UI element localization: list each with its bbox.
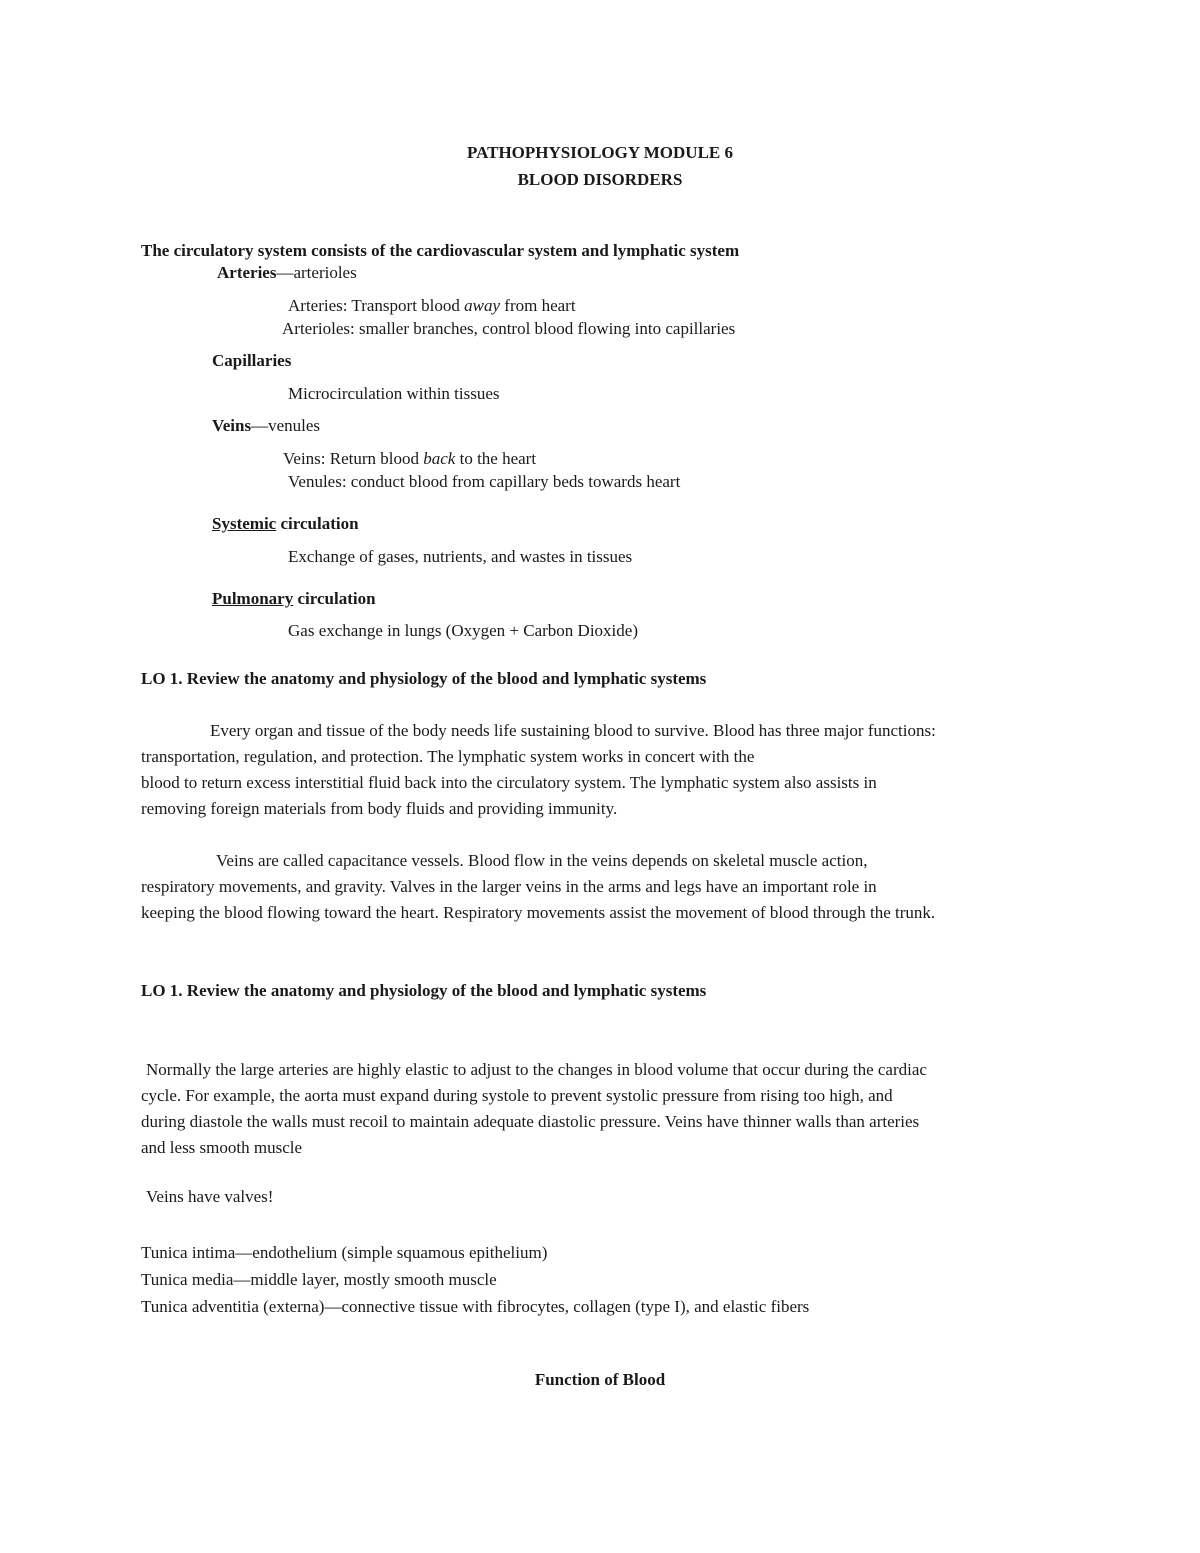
paragraph-line: blood to return excess interstitial fluid back into the circulatory system. The lymphatic system also assists in — [141, 773, 877, 792]
lo1-second-paragraph-1 — [141, 1057, 1071, 1161]
arterioles-desc: Arterioles: smaller branches, control blood flowing into capillaries — [282, 319, 736, 338]
tunica-adventitia-item: Tunica adventitia (externa)—connective tissue with fibrocytes, collagen (type I), and elastic fibers — [141, 1297, 810, 1316]
lo1-first-paragraph-2 — [141, 848, 1071, 926]
lo1-heading-second: LO 1. Review the anatomy and physiology of the blood and lymphatic systems — [141, 981, 707, 1000]
veins-desc-post: to the heart — [455, 449, 537, 468]
pulmonary-label-rest: circulation — [293, 589, 376, 608]
veins-suffix: —venules — [251, 416, 320, 435]
circulatory-heading: The circulatory system consists of the cardiovascular system and lymphatic system — [141, 241, 740, 260]
page-title: PATHOPHYSIOLOGY MODULE 6 — [466, 143, 734, 162]
paragraph-line: keeping the blood flowing toward the heart. Respiratory movements assist the movement of blood through the trunk. — [141, 903, 936, 922]
capillaries-label: Capillaries — [212, 351, 292, 370]
arteries-desc-emphasis: away — [464, 296, 501, 315]
paragraph-line: Veins are called capacitance vessels. Blood flow in the veins depends on skeletal muscle action, — [216, 851, 868, 870]
veins-label: Veins — [212, 416, 252, 435]
systemic-desc: Exchange of gases, nutrients, and wastes in tissues — [288, 547, 633, 566]
paragraph-line: Every organ and tissue of the body needs life sustaining blood to survive. Blood has three major functions: — [210, 721, 936, 740]
arteries-label-line — [217, 263, 357, 283]
paragraph-line: Normally the large arteries are highly elastic to adjust to the changes in blood volume that occur during the cardiac — [146, 1060, 927, 1079]
arteries-desc — [288, 296, 576, 316]
venules-desc: Venules: conduct blood from capillary beds towards heart — [288, 472, 681, 491]
page-subtitle: BLOOD DISORDERS — [517, 170, 683, 189]
veins-desc — [283, 449, 536, 469]
systemic-label — [212, 514, 359, 534]
arteries-desc-post: from heart — [500, 296, 576, 315]
paragraph-line: cycle. For example, the aorta must expand during systole to prevent systolic pressure from rising too high, and — [141, 1086, 893, 1105]
pulmonary-label-underlined: Pulmonary — [212, 589, 294, 608]
veins-desc-emphasis: back — [423, 449, 456, 468]
lo1-heading-first: LO 1. Review the anatomy and physiology of the blood and lymphatic systems — [141, 669, 707, 688]
veins-have-valves: Veins have valves! — [146, 1187, 274, 1206]
tunica-layers-list — [141, 1239, 1071, 1320]
veins-desc-pre: Veins: Return blood — [283, 449, 424, 468]
arteries-desc-pre: Arteries: Transport blood — [288, 296, 465, 315]
paragraph-line: and less smooth muscle — [141, 1138, 303, 1157]
lo1-first-paragraph-1 — [141, 718, 1071, 822]
tunica-intima-item: Tunica intima—endothelium (simple squamous epithelium) — [141, 1243, 548, 1262]
pulmonary-desc: Gas exchange in lungs (Oxygen + Carbon Dioxide) — [288, 621, 638, 640]
veins-label-line — [212, 416, 320, 436]
systemic-label-underlined: Systemic — [212, 514, 277, 533]
paragraph-line: transportation, regulation, and protection. The lymphatic system works in concert with the — [141, 747, 755, 766]
arteries-suffix: —arterioles — [276, 263, 357, 282]
pulmonary-label — [212, 589, 376, 609]
capillaries-desc: Microcirculation within tissues — [288, 384, 500, 403]
arteries-label: Arteries — [217, 263, 277, 282]
systemic-label-rest: circulation — [276, 514, 359, 533]
paragraph-line: removing foreign materials from body fluids and providing immunity. — [141, 799, 618, 818]
paragraph-line: during diastole the walls must recoil to maintain adequate diastolic pressure. Veins have thinner walls than arteries — [141, 1112, 920, 1131]
tunica-media-item: Tunica media—middle layer, mostly smooth muscle — [141, 1270, 497, 1289]
paragraph-line: respiratory movements, and gravity. Valves in the larger veins in the arms and legs have an important role in — [141, 877, 877, 896]
function-of-blood-heading: Function of Blood — [534, 1370, 666, 1389]
